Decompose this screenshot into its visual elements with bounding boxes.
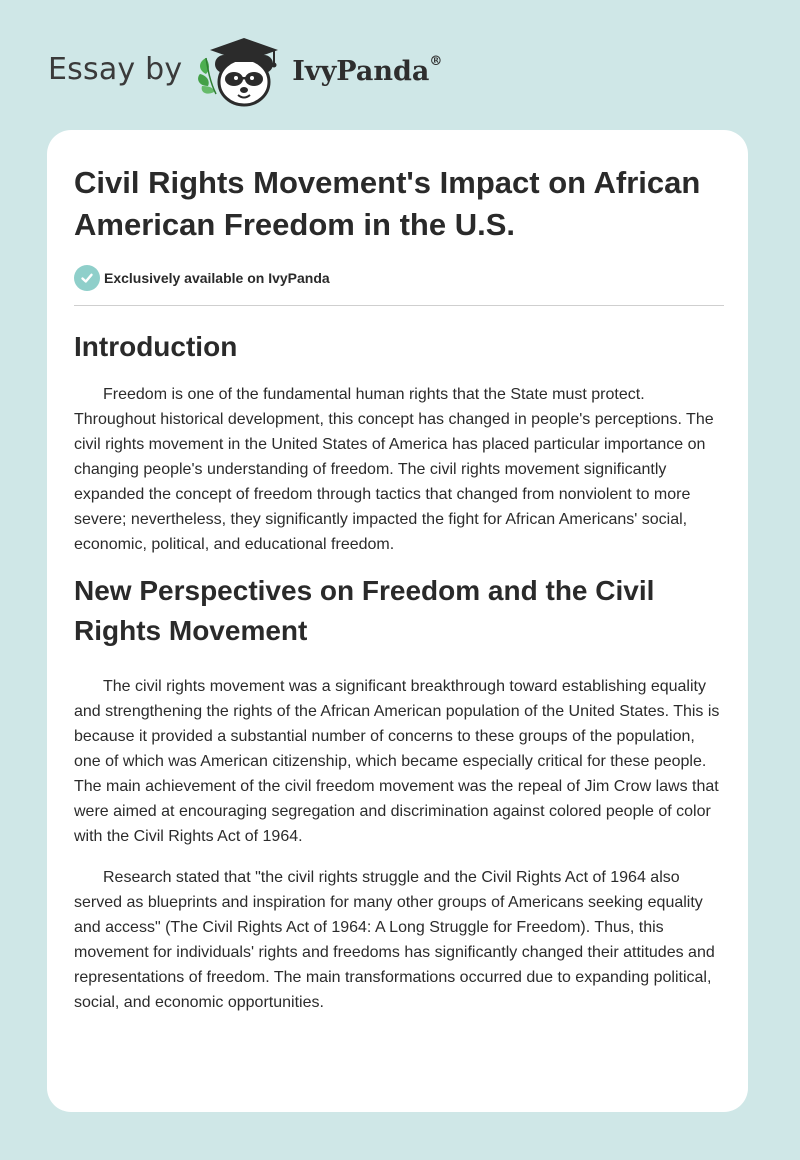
essay-card: [47, 130, 748, 1112]
section-heading: New Perspectives on Freedom and the Civil Rights Movement: [74, 575, 655, 646]
check-circle-icon: [74, 265, 100, 291]
brand-header: [48, 34, 442, 110]
intro-heading: Introduction: [74, 331, 238, 362]
intro-paragraph: Freedom is one of the fundamental human rights that the State must protect. Throughout historical development, this concept has changed in people's perceptions. The civil rights movement in the United States of America has placed particular importance on changing people's understanding of freedom. The civil rights movement significantly expanded the concept of freedom through tactics that changed from nonviolent to more severe; nevertheless, they significantly impacted the fight for African Americans' social, economic, political, and educational freedom.: [74, 386, 714, 553]
brand-name-text: IvyPanda: [292, 55, 430, 87]
registered-mark: ®: [429, 53, 443, 69]
panda-logo-icon[interactable]: [194, 34, 290, 110]
section-paragraph-1: The civil rights movement was a significant breakthrough toward establishing equality and strengthening the rights of the African American population of the United States. This is because it provided a substantial number of concerns to these groups of the population, one of which was American citizenship, which became especially critical for these people. The main achievement of the civil freedom movement was the repeal of Jim Crow laws that were aimed at encouraging segregation and discrimination against colored people of color with the Civil Rights Act of 1964.: [74, 678, 720, 845]
exclusive-badge: [74, 265, 724, 291]
exclusive-badge-text: Exclusively available on IvyPanda: [104, 270, 330, 286]
brand-prefix: Essay by: [48, 51, 183, 87]
title-divider: [74, 305, 724, 306]
brand-name[interactable]: [292, 53, 443, 87]
essay-title: Civil Rights Movement's Impact on African American Freedom in the U.S.: [74, 165, 701, 242]
essay-content: [74, 162, 724, 1015]
section-paragraph-2: Research stated that "the civil rights struggle and the Civil Rights Act of 1964 also served as blueprints and inspiration for many other groups of Americans seeking equality and access" (The Civil Rights Act of 1964: A Long Struggle for Freedom). Thus, this movement for individuals' rights and freedoms has significantly changed their attitudes and representations of freedom. The main transformations occurred due to expanding political, social, and economic opportunities.: [74, 869, 715, 1011]
